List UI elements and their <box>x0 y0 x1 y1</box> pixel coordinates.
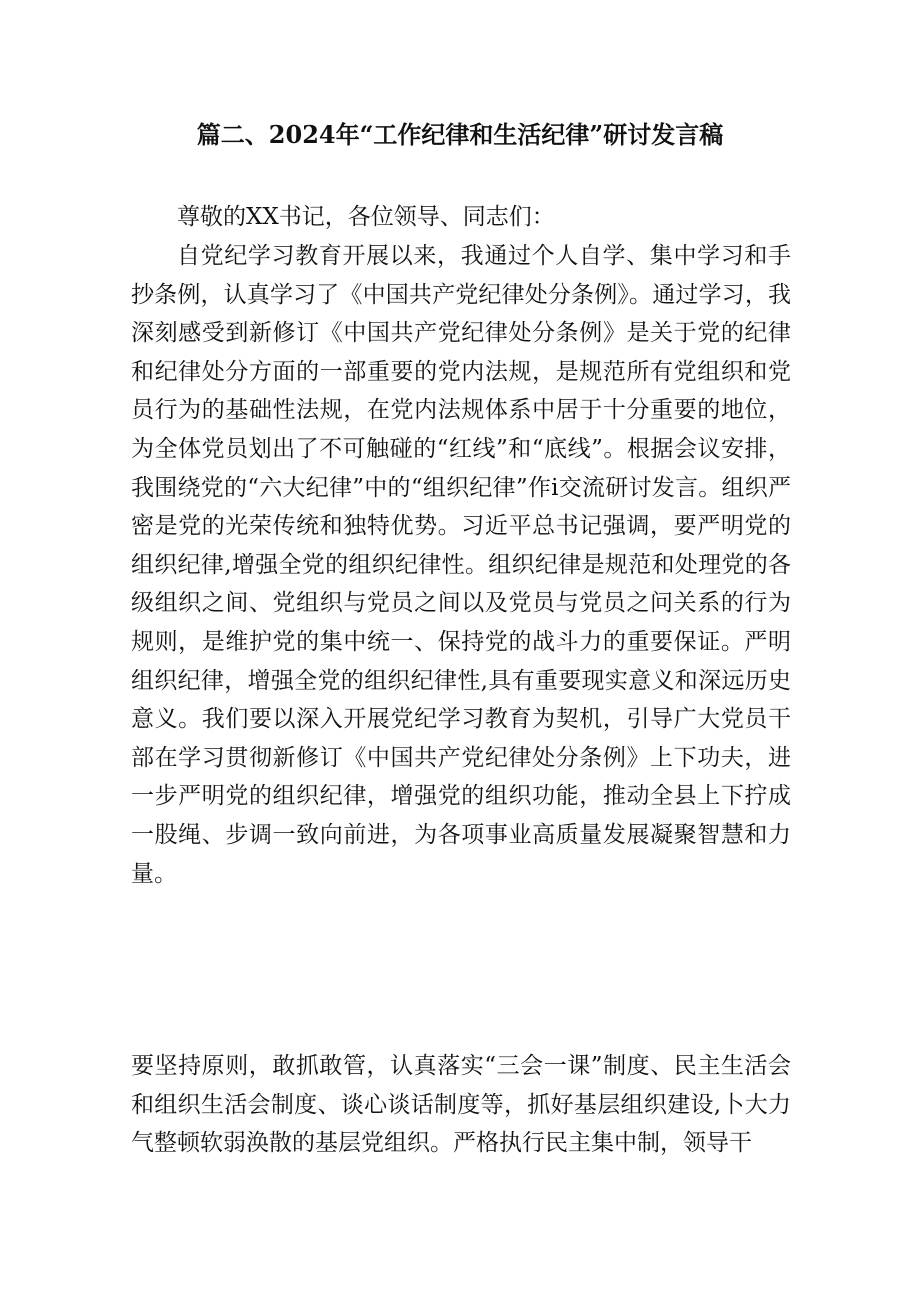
paragraph-2: 要坚持原则，敢抓敢管，认真落实“三会一课”制度、民主生活会和组织生活会制度、谈心谈话制度等，抓好基层组织建设,卜大力气整顿软弱涣散的基层党组织。严格执行民主集中制，领导干 <box>131 1053 791 1157</box>
salutation: 尊敬的XX书记，各位领导、同志们： <box>177 204 555 230</box>
document-title: 篇二、2024年“工作纪律和生活纪律”研讨发言稿 <box>196 120 724 149</box>
paragraph-1: 自党纪学习教育开展以来，我通过个人自学、集中学习和手抄条例，认真学习了《中国共产党纪律处分条例》。通过学习，我深刻感受到新修订《中国共产党纪律处分条例》是关于党的纪律和纪律处分方面的一部重要的党内法规，是规范所有党组织和党员行为的基础性法规，在党内法规体系中居于十分重要的地位，为全体党员划出了不可触碰的“红线”和“底线”。根据会议安排，我围绕党的“六大纪律”中的“组织纪律”作i交流研讨发言。组织严密是党的光荣传统和独特优势。习近平总书记强调，要严明党的组织纪律,增强全党的组织纪律性。组织纪律是规范和处理党的各级组织之间、党组织与党员之间以及党员与党员之问关系的行为规则，是维护党的集中统一、保持党的战斗力的重要保证。严明组织纪律，增强全党的组织纪律性,具有重要现实意义和深远历史意义。我们要以深入开展党纪学习教育为契机，引导广大党员干部在学习贯彻新修订《中国共产党纪律处分条例》上下功夫，进一步严明党的组织纪律，增强党的组织功能，推动全县上下拧成一股绳、步调一致向前进，为各项事业高质量发展凝聚智慧和力量。 <box>131 243 791 887</box>
